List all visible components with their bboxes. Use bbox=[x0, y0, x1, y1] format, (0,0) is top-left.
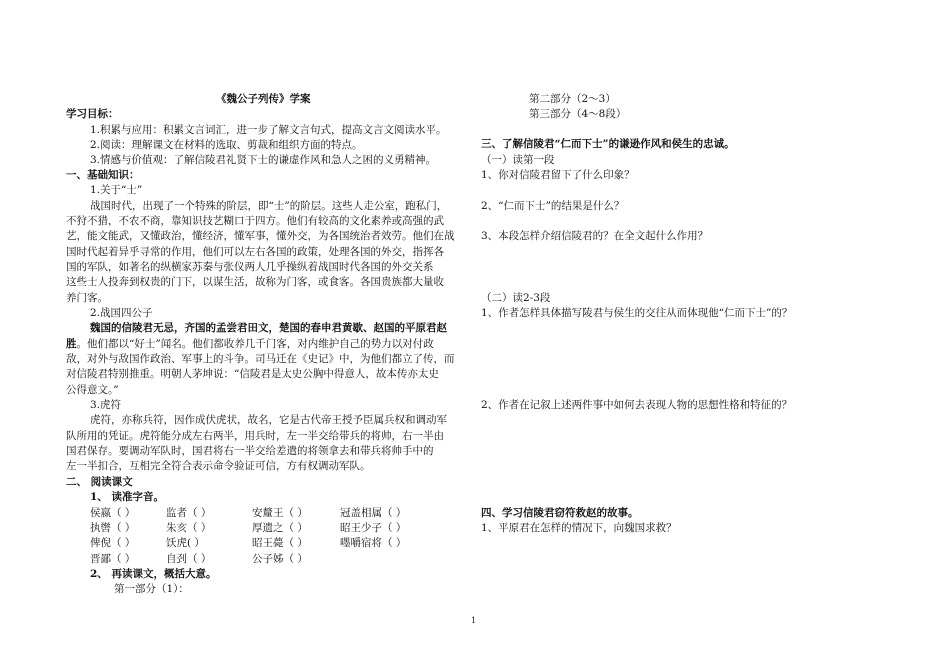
question: 2、作者在记叙上述两件事中如何去表现人物的思想性格和特征的？ bbox=[481, 399, 793, 411]
pinyin-item: 朱亥（ ） bbox=[166, 522, 212, 534]
question: 3、本段怎样介绍信陵君的？在全文起什么作用？ bbox=[481, 230, 709, 242]
section-three-sub2: （二）读2-3段 bbox=[481, 292, 551, 304]
paragraph-line: 对信陵君特别推重。明朝人茅坤说：“信陵君是太史公胸中得意人，故本传亦太史 bbox=[66, 368, 439, 380]
goal-item: 1.积累与应用：积累文言词汇，进一步了解文言句式，提高文言文阅读水平。 bbox=[90, 124, 447, 136]
pinyin-item: 安釐王（ ） bbox=[252, 507, 308, 519]
paragraph-line: 国时代起着异乎寻常的作用，他们可以左右各国的政策，处理各国的外交，指挥各 bbox=[66, 246, 444, 258]
part-one-label: 第一部分（1）： bbox=[114, 583, 189, 595]
pinyin-item: 晋鄙（ ） bbox=[90, 553, 136, 565]
question: 1、平原君在怎样的情况下，向魏国求救？ bbox=[481, 522, 677, 534]
goal-item: 3.情感与价值观：了解信陵君礼贤下士的谦虚作风和急人之困的义勇精神。 bbox=[90, 154, 437, 166]
pronunciation-heading: 1、 读准字音。 bbox=[90, 491, 164, 503]
paragraph-line: 养门客。 bbox=[66, 292, 108, 304]
pinyin-item: 昭王薨（ ） bbox=[252, 537, 308, 549]
goal-item: 2.阅读：理解课文在材料的选取、剪裁和组织方面的特点。 bbox=[90, 139, 363, 151]
paragraph-line: 艺，能文能武，又懂政治，懂经济，懂军事，懂外交，为各国统治者效劳。他们在战 bbox=[66, 230, 455, 242]
subheading-four-lords: 2.战国四公子 bbox=[90, 307, 153, 319]
paragraph-line bbox=[66, 337, 434, 352]
section-four-heading: 四、学习信陵君窃符救赵的故事。 bbox=[481, 507, 639, 519]
section-three-heading: 三、了解信陵君“仁而下士”的谦逊作风和侯生的忠诚。 bbox=[481, 138, 735, 150]
paragraph-line: 这些士人投奔到权贵的门下，以谋生活，故称为门客，或食客。各国贵族都大量收 bbox=[66, 276, 444, 288]
pinyin-item: 俾倪（ ） bbox=[90, 537, 136, 549]
basics-heading: 一、基础知识： bbox=[66, 169, 140, 181]
goals-heading: 学习目标： bbox=[66, 108, 119, 120]
pinyin-item: 冠盖相属（ ） bbox=[340, 507, 407, 519]
pinyin-item: 执辔（ ） bbox=[90, 522, 136, 534]
bold-text: 胜 bbox=[66, 338, 77, 350]
subheading-shi: 1.关于“士” bbox=[90, 184, 143, 196]
pinyin-item: 厚遗之（ ） bbox=[252, 522, 308, 534]
paragraph-bold-line: 魏国的信陵君无忌，齐国的孟尝君田文，楚国的春申君黄歇、赵国的平原君赵 bbox=[90, 322, 447, 334]
paragraph-line: 虎符，亦称兵符，因作成伏虎状，故名，它是古代帝王授予臣属兵权和调动军 bbox=[90, 414, 447, 426]
paragraph-line: 左一半扣合，互相完全符合表示命令验证可信，方有权调动军队。 bbox=[66, 460, 371, 472]
question: 1、作者怎样具体描写陵君与侯生的交往从而体现他“仁而下士”的？ bbox=[481, 307, 793, 319]
paragraph-line: 公得意文。” bbox=[66, 384, 119, 396]
paragraph-line: 敌，对外与敌国作政治、军事上的斗争。司马迁在《史记》中，为他们都立了传，而 bbox=[66, 353, 455, 365]
paragraph-line: 不狩不猎，不农不商，靠知识技艺糊口于四方。他们有较高的文化素养或高强的武 bbox=[66, 215, 444, 227]
part-three-label: 第三部分（4～8段） bbox=[529, 108, 627, 120]
document-title: 《魏公子列传》学案 bbox=[216, 93, 311, 105]
question: 2、“仁而下士”的结果是什么？ bbox=[481, 200, 625, 212]
pinyin-item: 侯嬴（ ） bbox=[90, 507, 136, 519]
pinyin-item: 昭王少子（ ） bbox=[340, 522, 407, 534]
pinyin-item: 自刭（ ） bbox=[166, 553, 212, 565]
paragraph-line: 国的军队，如著名的纵横家苏秦与张仪两人几乎操纵着战国时代各国的外交关系 bbox=[66, 261, 434, 273]
pinyin-item: 监者（ ） bbox=[166, 507, 212, 519]
pinyin-item: 公子姊（ ） bbox=[252, 553, 308, 565]
summary-heading: 2、 再读课文，概括大意。 bbox=[90, 568, 217, 580]
subheading-tiger-tally: 3.虎符 bbox=[90, 399, 122, 411]
part-two-label: 第二部分（2～3） bbox=[529, 93, 616, 105]
paragraph-line: 队所用的凭证。虎符能分成左右两半，用兵时，左一半交给带兵的将帅，右一半由 bbox=[66, 430, 444, 442]
section-three-sub1: （一）读第一段 bbox=[481, 154, 555, 166]
pinyin-item: 饫虎( ） bbox=[166, 537, 205, 549]
page-number: 1 bbox=[471, 616, 477, 625]
paragraph-line: 战国时代，出现了一个特殊的阶层，即“士”的阶层。这些人走公室，跑私门， bbox=[90, 200, 448, 212]
paragraph-line: 国君保存。要调动军队时，国君将右一半交给差遣的将领拿去和带兵将帅手中的 bbox=[66, 445, 434, 457]
reading-heading: 二、 阅读课文 bbox=[66, 476, 133, 488]
paragraph-text: 。他们都以“好士”闻名。他们都收养几千门客，对内维护自己的势力以对付政 bbox=[76, 338, 434, 350]
question: 1、你对信陵君留下了什么印象？ bbox=[481, 169, 635, 181]
pinyin-item: 嚜嚼宿将（ ） bbox=[340, 537, 407, 549]
